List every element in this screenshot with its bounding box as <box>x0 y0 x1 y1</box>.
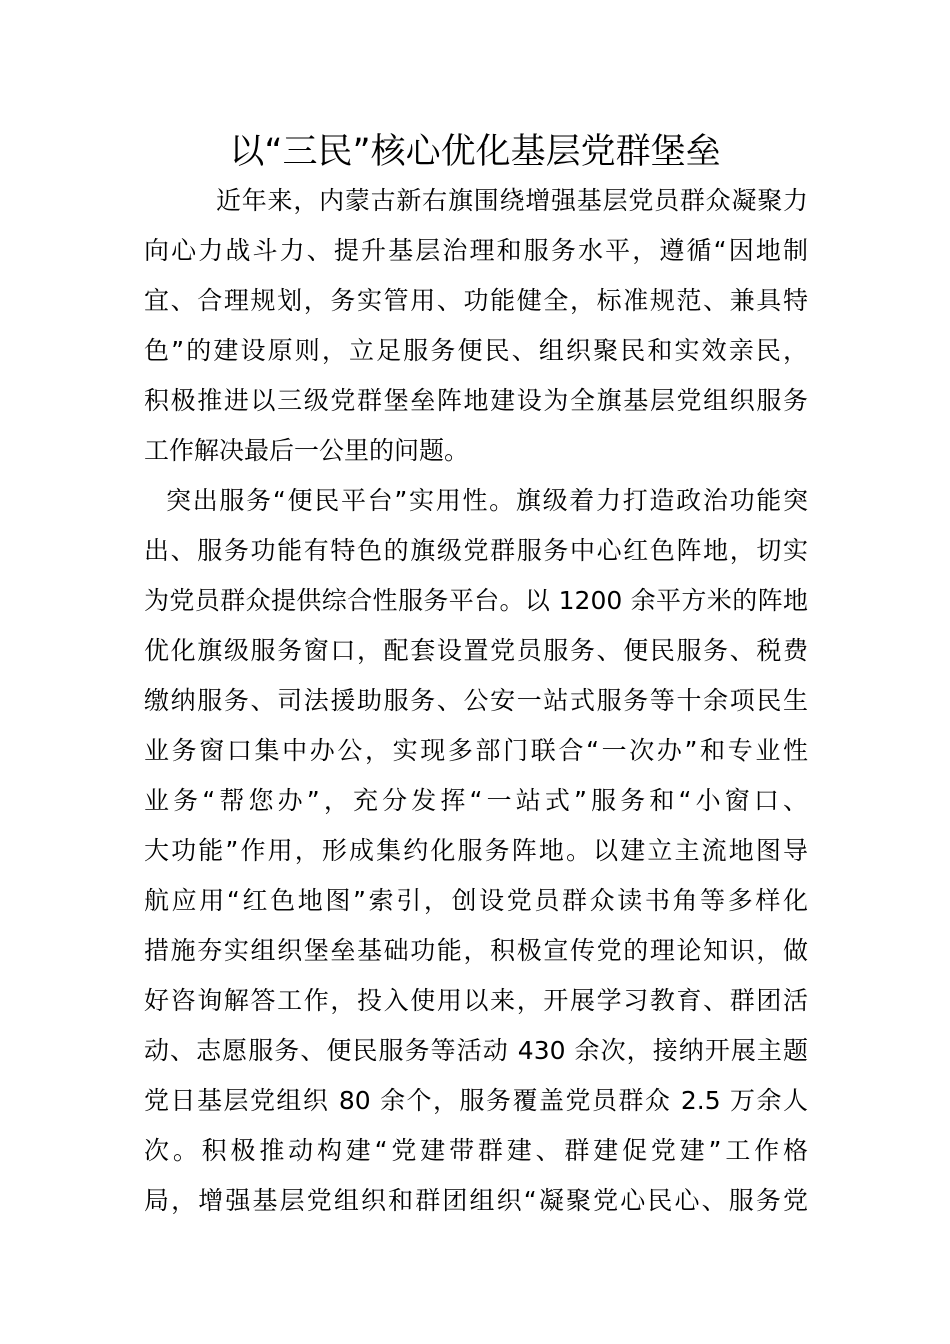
text-line: 好咨询解答工作，投入使用以来，开展学习教育、群团活 <box>144 986 808 1015</box>
text-line: 突出服务“便民平台”实用性。旗级着力打造政治功能突 <box>166 486 808 515</box>
text-line: 大功能”作用，形成集约化服务阵地。以建立主流地图导 <box>144 836 808 865</box>
text-line: 业务窗口集中办公，实现多部门联合“一次办”和专业性 <box>144 736 808 765</box>
paragraph-intro <box>144 176 808 476</box>
text-line: 缴纳服务、司法援助服务、公安一站式服务等十余项民生 <box>144 686 808 715</box>
text-line: 业务“帮您办”，充分发挥“一站式”服务和“小窗口、 <box>144 786 808 815</box>
paragraph-service-platform <box>144 476 808 1226</box>
text-line: 党日基层党组织 80 余个，服务覆盖党员群众 2.5 万余人 <box>144 1086 808 1115</box>
text-line: 措施夯实组织堡垒基础功能，积极宣传党的理论知识，做 <box>144 936 808 965</box>
text-line: 宜、合理规划，务实管用、功能健全，标准规范、兼具特 <box>144 286 808 315</box>
document-title: 以“三民”核心优化基层党群堡垒 <box>229 132 721 172</box>
text-line: 出、服务功能有特色的旗级党群服务中心红色阵地，切实 <box>144 536 808 565</box>
text-line: 次。积极推动构建“党建带群建、群建促党建”工作格 <box>144 1136 808 1165</box>
text-line: 航应用“红色地图”索引，创设党员群众读书角等多样化 <box>144 886 808 915</box>
text-line: 为党员群众提供综合性服务平台。以 1200 余平方米的阵地 <box>144 586 808 615</box>
text-line: 动、志愿服务、便民服务等活动 430 余次，接纳开展主题 <box>144 1036 808 1065</box>
text-line: 色”的建设原则，立足服务便民、组织聚民和实效亲民， <box>144 336 808 365</box>
text-line: 近年来，内蒙古新右旗围绕增强基层党员群众凝聚力 <box>216 186 808 215</box>
text-line: 局，增强基层党组织和群团组织“凝聚党心民心、服务党 <box>144 1186 808 1215</box>
text-line: 工作解决最后一公里的问题。 <box>144 436 470 465</box>
text-line: 向心力战斗力、提升基层治理和服务水平，遵循“因地制 <box>144 236 808 265</box>
document-body <box>144 176 808 1226</box>
text-line: 积极推进以三级党群堡垒阵地建设为全旗基层党组织服务 <box>144 386 808 415</box>
text-line: 优化旗级服务窗口，配套设置党员服务、便民服务、税费 <box>144 636 808 665</box>
